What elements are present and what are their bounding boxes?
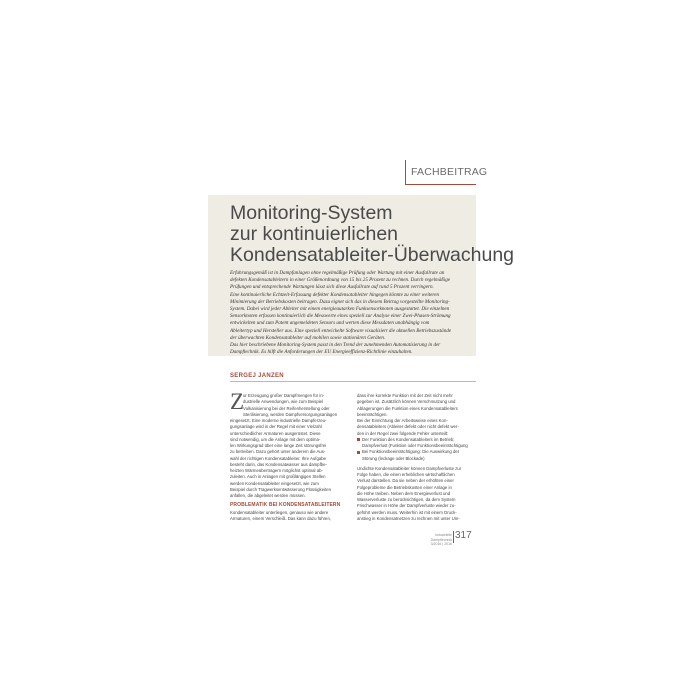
bullet-text: Bei Funktionsbeeinträchtigung: Die Auswirkung der [362, 449, 460, 455]
abstract-line: Prüfungen und entsprechende Wartungen lässt sich diese Ausfallrate auf rund 5 Prozent verringern. [230, 284, 434, 291]
body-line: Vulkanisierung bei der Reifenherstellung oder [243, 405, 330, 411]
footer-divider [453, 531, 454, 543]
section-marker-line-horizontal [405, 184, 476, 185]
abstract-line: Minimierung der Betriebskosten beitragen. Dazu eignet sich das in diesem Beitrag vorgestellte Monitoring- [230, 298, 450, 305]
body-line: heizten Wärmeübertragern möglichst optimal ab- [230, 468, 323, 473]
abstract-line: der überwachten Kondensatableiter auf mobilen sowie stationären Geräten. [230, 334, 386, 341]
abstract-line: entwickelten und zum Patent angemeldeten Sensors und werten diese Messdaten unabhängig vom [230, 320, 430, 327]
abstract-line: System. Dabei wird jeder Ableiter mit einem energieautarken Funksensorknoten ausgestattet. Die einzelnen [230, 306, 450, 313]
article-title [230, 202, 515, 266]
body-line: beeinträchtigen. [357, 411, 388, 417]
body-line: werden Kondensatableiter eingesetzt, wie zum [230, 480, 319, 486]
bullet-continuation: Störung (leckage oder Blockade) [362, 455, 425, 461]
body-line: zu betreiben. Dazu gehört unter anderem die Aus- [230, 449, 326, 455]
abstract-line: Dampftechnik. Es hilft die Anforderungen der EU Energieeffizienz-Richtlinie einzuhalten. [230, 349, 413, 356]
body-line: Sterilisierung, werden Dampfversorgungsanlagen [243, 411, 338, 417]
body-line: Verlust darstellen. Da sie neben der erhöhten einer [357, 478, 454, 484]
title-line: zur kontinuierlichen [230, 223, 399, 245]
bullet-square-icon [357, 451, 360, 454]
section-marker-line-vertical [405, 160, 406, 184]
abstract-line: Das hier beschriebene Monitoring-System passt in den Trend der zunehmenden Automatisierung in der [230, 342, 441, 349]
body-line: Folgeprobleme die Betriebskosten einer Anlage in [357, 484, 452, 490]
body-column-right [357, 393, 476, 522]
body-line: Beispiel durch Tragwerksentwässerung Flüssigkeiten [230, 486, 332, 492]
footer-publication-info [424, 533, 452, 547]
body-line: Armaturen, einem Verschleiß. Das kann dazu führen, [230, 515, 332, 521]
body-line: gegeben ist. Zusätzlich können Verschmutzung und [357, 399, 456, 405]
bullet-square-icon [357, 438, 360, 441]
section-subheading: PROBLEMATIK BEI KONDENSATABLEITERN [230, 502, 341, 509]
footer-line: Industrielle Dampftechnik [430, 533, 452, 542]
body-line: len Wirkungsgrad über eine lange Zeit störungsfrei [230, 443, 327, 448]
body-line: Frischwasser in Höhe der Dampfverluste wieder zu- [357, 503, 456, 509]
abstract-line: Erfahrungsgemäß ist in Dampfanlagen ohne regelmäßige Prüfung oder Wartung mit einer Ausfallrate an [230, 270, 445, 276]
body-line: Kondensatableiter unterliegen, genauso wie andere [230, 509, 329, 515]
body-line: besteht darin, das Kondensatwasser aus dampfbe- [230, 461, 327, 467]
footer-line: 3/2016 | 2016 [430, 542, 452, 546]
body-line: anstieg in Kondensatnetzen zu rechnen mit unter Um- [357, 515, 460, 521]
title-line: Kondensatableiter-Überwachung [230, 244, 515, 266]
body-line: densatableiters (Ableiter defekt oder nicht defekt wer- [357, 424, 459, 430]
author-divider [230, 381, 476, 382]
body-line: Bei der Einrichtung der Arbeitsweise eines Kon- [357, 418, 448, 423]
abstract-line: defekten Kondensatableitern in einer Größenordnung von 15 bis 25 Prozent zu rechnen. Durch regelmäßige [230, 277, 451, 284]
page-number: 317 [455, 530, 472, 541]
body-line: anfallen, die abgeleitet werden müssen. [230, 493, 306, 498]
body-line: unterschiedlicher Armaturen ausgerüstet. Diese [230, 430, 321, 436]
abstract-line: Eine kontinuierliche Echtzeit-Erfassung defekter Kondensatableiter hingegen könnte zu einer weiteren [230, 291, 440, 298]
body-line: Undichte Kondensatableiter können Dampfverluste zur [357, 465, 462, 471]
abstract-line: Ableitertyp und Hersteller aus. Eine speziell entwickelte Software visualisiert die aktuellen Betriebszustände [230, 327, 452, 334]
body-line: ur Erzeugung großer Dampfmengen für in- [243, 393, 325, 398]
body-line: den in der Regel zwei folgende Fehler unterteilt: [357, 430, 449, 436]
title-line: Monitoring-System [230, 202, 393, 224]
bullet-item [357, 449, 476, 455]
body-column-left [230, 389, 349, 522]
body-line: Wasserverluste zu berücksichtigen, da dem System [357, 497, 456, 502]
body-line: eingesetzt. Eine moderne industrielle Dampferzeu- [230, 418, 327, 423]
body-line: geführt werden muss. Weiterhin ist mit einem Druck- [357, 509, 457, 515]
body-line: dustrielle Anwendungen, wie zum Beispiel [243, 399, 324, 405]
bullet-text: Der Funktion des Kondensatableiters im Betrieb: [362, 436, 455, 442]
abstract-line: Sensorknoten erfassen kontinuierlich die Messwerte eines speziell zur Analyse einer Zwei-Phasen-Strömung [230, 313, 451, 320]
body-line: sind notwendig, um die Anlage mit dem optima- [230, 436, 321, 442]
body-line: zuleiten. Auch in Anlagen mit großlängigen Stellen [230, 474, 326, 480]
drop-cap: Z [230, 389, 245, 414]
body-line: dass ihre korrekte Funktion mit der Zeit nicht mehr [357, 393, 453, 398]
bullet-continuation: Dampfverlust (Funktion oder Funktionsbeeinträchtigung [362, 443, 468, 448]
body-line: die Höhe treiben. Neben dem Energieverlust und [357, 490, 451, 496]
author-name: SERGEJ JANZEN [230, 373, 284, 379]
section-label: FACHBEITRAG [411, 166, 488, 178]
body-line: Ablagerungen die Funktion eines Kondensatableiters [357, 405, 458, 411]
body-line: gungsanlage wird in der Regel mit einer Vielzahl [230, 424, 322, 430]
abstract-text [230, 270, 470, 356]
body-line: wahl der richtigen Kondensatableiter. Ihre Aufgabe [230, 455, 327, 461]
body-line: Folge haben, die einen erheblichen wirtschaftlichen [357, 472, 455, 477]
